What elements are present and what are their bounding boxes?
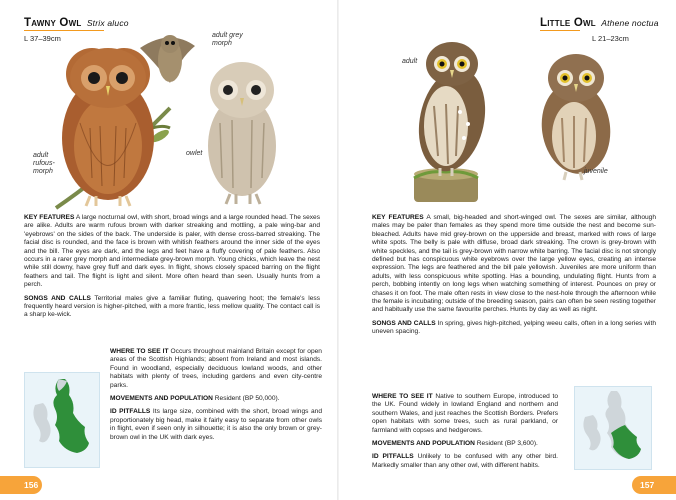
tawny-text-block-lower	[110, 348, 322, 447]
species-length: L 21–23cm	[592, 34, 629, 43]
species-latin-name: Athene noctua	[601, 18, 659, 28]
little-owl-adult-figure	[410, 42, 494, 202]
key-features-para: KEY FEATURES A small, big-headed and short-winged owl. The sexes are similar, although males may be paler than females as they spend more time outside the nest and become sun-bleached. Adults have mid grey-brown on the upperside and breast, marked with rows of large white spots. The belly is pale with diffuse, broad dark streaking. The crown is grey-brown with white speckles, and the tail is grey-brown with narrow white barring. The facial disc is not strongly defined but has conspicuous white eyebrows over the large yellow eyes, creating an intense expression. The legs are feathered and the bill pale yellowish. Juveniles are more uniform than adults, with less conspicuous white spotting. Has a bounding, undulating flight. Hunts from a perch, bobbing intently on long legs when watching something of interest. Pounces on prey or chases it on foot. The male often rests in view close to the nest-hole through the afternoon while the female is incubating; outside of the breeding season, pairs can often be seen resting together and habitually use the same favourite perches. Hunts by day as well as night.	[372, 214, 657, 314]
distribution-map-little-owl	[574, 386, 652, 470]
page-number-right: 157	[632, 476, 676, 494]
tawny-text-block	[24, 214, 320, 325]
right-page	[338, 0, 676, 500]
songs-para: SONGS AND CALLS Territorial males give a familiar fluting, quavering hoot; the female's less frequently heard version is higher-pitched, with a more frantic, less mellow quality. The contact call is a sharp ke-wick.	[24, 294, 321, 319]
species-length: L 37–39cm	[24, 34, 61, 43]
little-owl-illustrations	[378, 28, 648, 208]
caption-adult-grey: adult grey morph	[212, 32, 243, 47]
tawny-owlet-figure	[208, 62, 276, 204]
species-name: Tawny Owl	[24, 17, 82, 29]
movements-para: MOVEMENTS AND POPULATION Resident (BP 3,600).	[372, 440, 538, 448]
little-owl-text-block-lower	[372, 393, 558, 475]
tawny-owl-illustrations	[20, 28, 320, 213]
id-pitfalls-para: ID PITFALLS Unlikely to be confused with any other bird. Markedly smaller than any other owl, with different habits.	[372, 453, 559, 469]
key-features-para: KEY FEATURES A large nocturnal owl, with short, broad wings and a large rounded head. The sexes are alike. Adults are warm rufous brown with darker streaking and mottling, a pale wing-bar and 'eyebrows' on the sides of the back. The underside is paler, with dense cross-barred streaking. The facial disc is rounded, and the face is brown with whitish feathers around the inner side of the eyes and the bill. The eyes are dark, and the legs and feet have a fluffy covering of pale feathers. Also occurs in a rarer grey morph and intermediate grey-brown morph. Young chicks, which leave the nest while still downy, have grey fluff and dark eyes. In flight, shows closely spaced barring on the flight feathers and tail. The flight is light and silent. More often heard than seen. Usually hunts from a perch.	[24, 214, 320, 289]
movements-para: MOVEMENTS AND POPULATION Resident (BP 50,000).	[110, 395, 280, 403]
caption-owlet: owlet	[186, 150, 203, 157]
page-number-left: 156	[0, 476, 42, 494]
little-owl-juvenile-figure	[536, 54, 616, 180]
where-para: WHERE TO SEE IT Native to southern Europe, introduced to the UK. Found widely in lowland England and northern and southern Wales, and just reaches the Scottish Borders. Prefers open habitats with some trees, such as rural parkland, or farmland with copses and hedgerows.	[372, 393, 558, 434]
where-para: WHERE TO SEE IT Occurs throughout mainland Britain except for open areas of the Scottish Highlands; absent from Ireland and most islands. Found in woodland, especially deciduous lowland woods, and other habitats with plenty of trees, including gardens and even city-centre parks.	[110, 348, 322, 389]
caption-adult-rufous: adult rufous- morph	[33, 152, 55, 175]
id-pitfalls-para: ID PITFALLS Its large size, combined with the short, broad wings and proportionately big head, make it fairly easy to separate from other owls in flight, even if seen only in silhouette; it is also the only brown or grey-brown owl in the UK with dark eyes.	[110, 408, 322, 441]
tawny-owl-rufous-figure	[62, 48, 154, 206]
species-latin-name: Strix aluco	[86, 18, 129, 28]
caption-juvenile: juvenile	[584, 168, 608, 175]
uk-map-icon	[575, 387, 651, 469]
caption-adult: adult	[402, 58, 418, 65]
distribution-map-tawny	[24, 372, 100, 468]
uk-map-icon	[25, 373, 99, 467]
little-owl-text-block	[372, 214, 656, 342]
songs-para: SONGS AND CALLS In spring, gives high-pitched, yelping weeu calls, often in a long series with uneven spacing.	[372, 319, 656, 336]
species-name: Little Owl	[540, 17, 596, 29]
